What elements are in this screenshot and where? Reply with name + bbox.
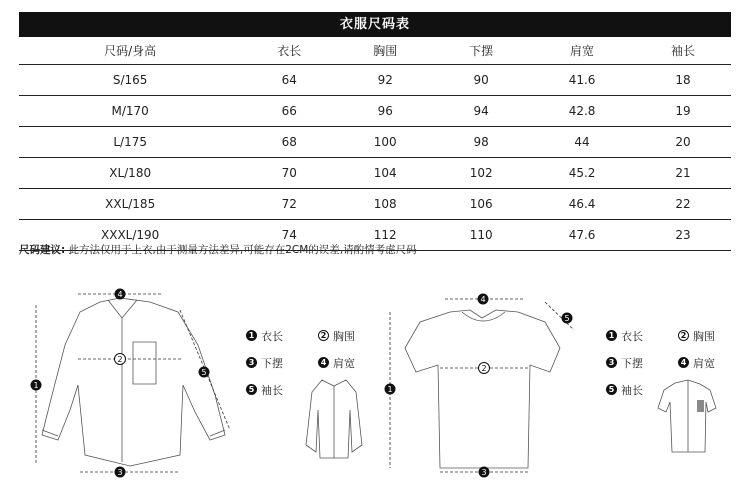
svg-text:1: 1 [33, 381, 39, 390]
column-header: 衣长 [241, 37, 337, 65]
table-cell: 92 [337, 65, 433, 96]
tshirt-marker-shoulder [478, 294, 489, 305]
size-advice-label: 尺码建议: [19, 244, 66, 256]
column-header: 下摆 [433, 37, 529, 65]
table-cell: 42.8 [529, 96, 635, 127]
table-cell: 96 [337, 96, 433, 127]
table-cell: M/170 [19, 96, 241, 127]
table-cell: 18 [635, 65, 731, 96]
table-cell: 23 [635, 220, 731, 251]
legend-item: 4 肩宽 [318, 355, 372, 371]
legend-item: 4 肩宽 [678, 355, 732, 371]
legend-item: 3 下摆 [606, 355, 660, 371]
svg-text:3: 3 [117, 468, 123, 477]
table-cell: 74 [241, 220, 337, 251]
table-cell: 22 [635, 189, 731, 220]
svg-text:3: 3 [481, 468, 487, 477]
legend-item: 5 袖长 [606, 382, 660, 398]
table-cell: 20 [635, 127, 731, 158]
column-header: 尺码/身高 [19, 37, 241, 65]
column-header: 肩宽 [529, 37, 635, 65]
table-cell: 19 [635, 96, 731, 127]
table-cell: XL/180 [19, 158, 241, 189]
column-header: 袖长 [635, 37, 731, 65]
legend-item: 2 胸围 [318, 328, 372, 344]
table-cell: 68 [241, 127, 337, 158]
column-header: 胸围 [337, 37, 433, 65]
table-cell: 44 [529, 127, 635, 158]
tshirt-marker-length [385, 384, 396, 395]
table-cell: 106 [433, 189, 529, 220]
shirt-marker-length [31, 380, 42, 391]
svg-text:2: 2 [481, 364, 487, 373]
table-cell: 104 [337, 158, 433, 189]
table-cell: XXXL/190 [19, 220, 241, 251]
svg-text:5: 5 [564, 314, 570, 323]
svg-text:5: 5 [201, 368, 207, 377]
shirt-marker-sleeve [199, 367, 210, 378]
table-cell: 72 [241, 189, 337, 220]
table-cell: S/165 [19, 65, 241, 96]
tshirt-marker-sleeve [562, 313, 573, 324]
tshirt-marker-hem [479, 467, 490, 478]
dress-shirt-illustration [42, 298, 225, 466]
legend-item: 3 下摆 [246, 355, 300, 371]
table-cell: 112 [337, 220, 433, 251]
table-cell: 66 [241, 96, 337, 127]
shirt-marker-chest [115, 354, 126, 365]
table-cell: 45.2 [529, 158, 635, 189]
table-cell: L/175 [19, 127, 241, 158]
table-cell: 70 [241, 158, 337, 189]
table-cell: 94 [433, 96, 529, 127]
size-chart-title: 衣服尺码表 [19, 12, 731, 37]
table-cell: 64 [241, 65, 337, 96]
table-cell: 102 [433, 158, 529, 189]
table-cell: 41.6 [529, 65, 635, 96]
shirt-marker-shoulder [115, 289, 126, 300]
tshirt-legend [606, 322, 732, 403]
legend-item: 2 胸围 [678, 328, 732, 344]
svg-text:2: 2 [117, 355, 123, 364]
svg-text:4: 4 [117, 290, 123, 299]
legend-item: 1 衣长 [246, 328, 300, 344]
shirt-marker-hem [115, 467, 126, 478]
svg-text:1: 1 [387, 385, 393, 394]
table-cell: 47.6 [529, 220, 635, 251]
table-cell: 110 [433, 220, 529, 251]
svg-text:4: 4 [480, 295, 486, 304]
size-advice-text: 此方法仅用于上衣,由于测量方法差异,可能存在2CM的误差,请酌情考虑尺码 [68, 244, 417, 256]
tshirt-marker-chest [479, 363, 490, 374]
table-cell: 90 [433, 65, 529, 96]
table-cell: 98 [433, 127, 529, 158]
tshirt-illustration [405, 310, 560, 468]
legend-item: 1 衣长 [606, 328, 660, 344]
table-cell: 108 [337, 189, 433, 220]
shirt-legend [246, 322, 372, 403]
table-cell: 46.4 [529, 189, 635, 220]
table-cell: 21 [635, 158, 731, 189]
table-cell: XXL/185 [19, 189, 241, 220]
table-cell: 100 [337, 127, 433, 158]
legend-item: 5 袖长 [246, 382, 300, 398]
